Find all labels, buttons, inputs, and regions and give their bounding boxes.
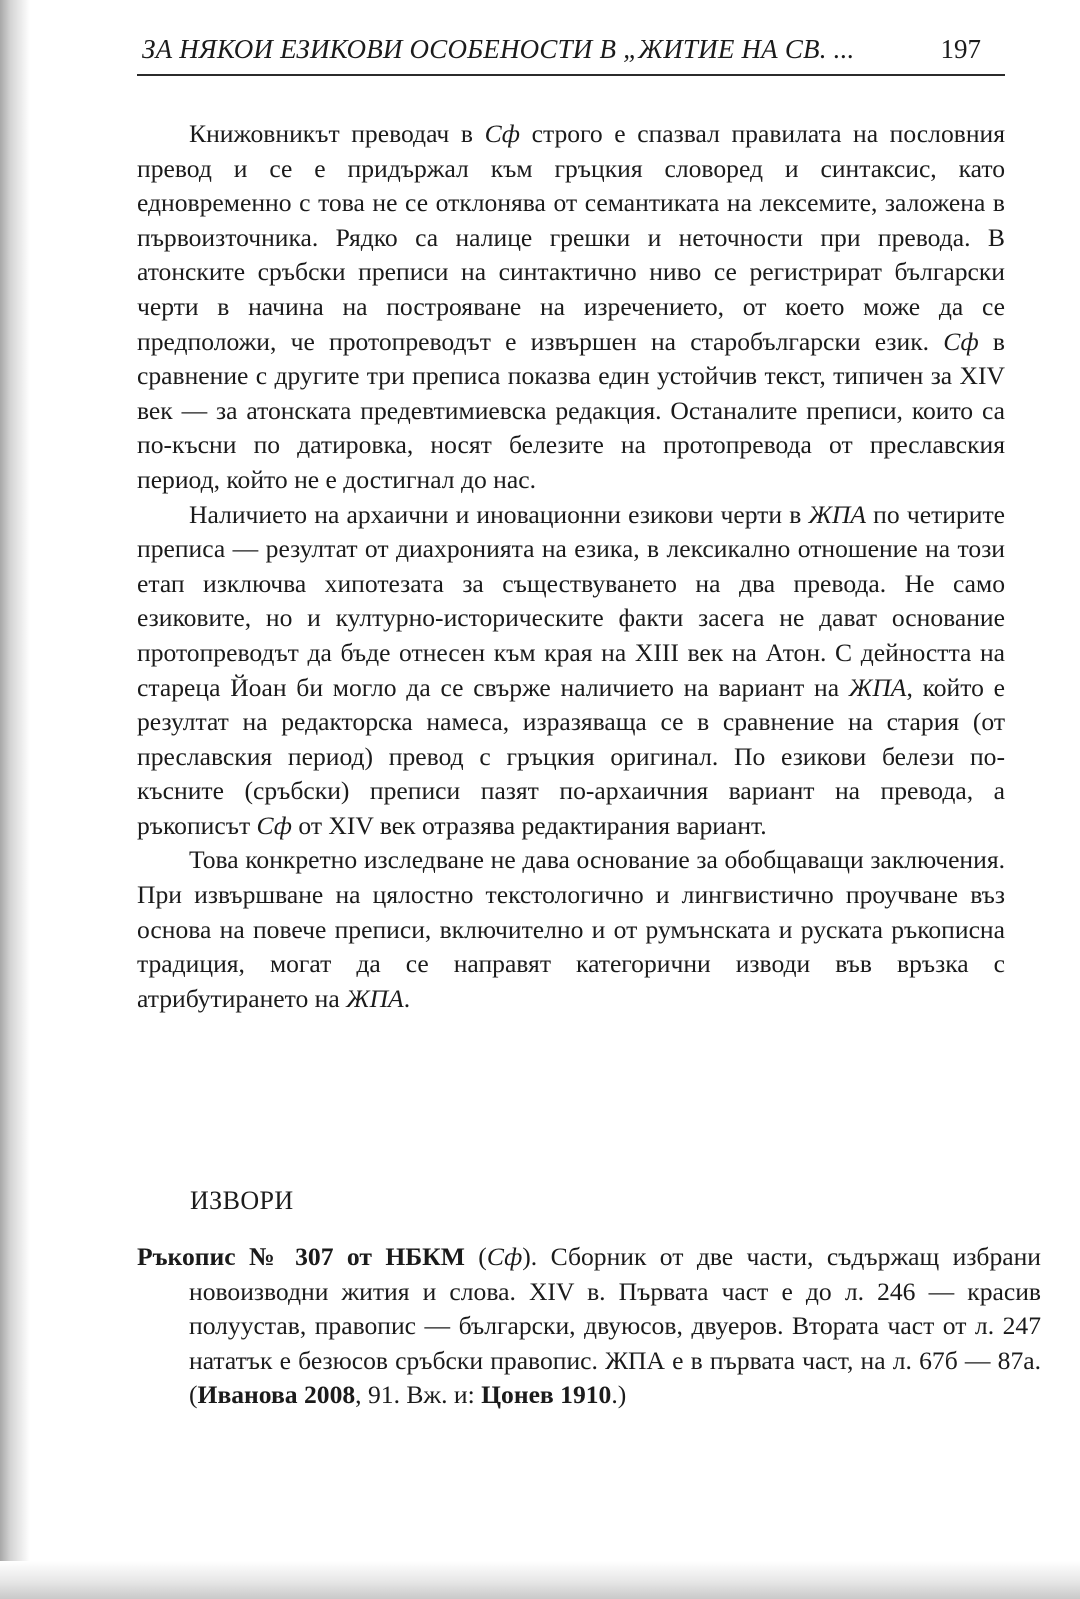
abbr-sf: Сф (486, 1242, 523, 1271)
text-run: ). Сборник от две части, съдържащ избрани новоизводни жития и слова. XIV в. Първата част е до л. 246 — красив полуустав, правопис — български, двуюсов, двуеров. Втората част от л. 247 нататък е безюсов сръбски правопис. ЖПА е в първата част, на л. 67б — 87а. ( (189, 1242, 1041, 1410)
text-run: в сравнение с другите три преписа показва един устойчив текст, типичен за XIV век — за атонската предевтимиевска редакция. Останалите преписи, които са по-късни по датировка, носят белезите на протопревода от преславския период, който не е достигнал до нас. (137, 326, 1005, 494)
text-run: , който е резултат на редакторска намеса, изразяваща се в сравнение на стария (от преславския период) превод с гръцкия оригинал. По езикови белези по-късните (сръбски) преписи пазят по-архаичния вариант на превода, а ръкописът (137, 672, 1005, 840)
running-header (137, 30, 1005, 76)
main-text (137, 117, 1005, 1016)
abbr-zhpa: ЖПА (848, 672, 907, 702)
page-gutter-shadow (0, 0, 30, 1599)
abbr-sf: Сф (256, 810, 292, 840)
sources-heading: ИЗВОРИ (190, 1186, 294, 1215)
running-title: ЗА НЯКОИ ЕЗИКОВИ ОСОБЕНОСТИ В „ЖИТИЕ НА СВ. ... (142, 34, 855, 64)
text-run: , 91. Вж. и: (355, 1380, 482, 1410)
abbr-zhpa: ЖПА (808, 499, 867, 529)
text-run: ( (464, 1242, 487, 1271)
paragraph-3 (137, 843, 1005, 1016)
source-entry (137, 1240, 1041, 1413)
text-run: Това конкретно изследване не дава основание за обобщаващи заключения. При извършване на цялостно текстологично и лингвистично проучване въз основа на повече преписи, включително и от румънската и руската ръкописна традиция, могат да се направят категорични изводи във връзка с атрибутирането на (137, 845, 1005, 1013)
citation-tsonev: Цонев 1910 (481, 1380, 612, 1410)
text-run: Наличието на архаични и иновационни езикови черти в (189, 499, 809, 529)
manuscript-title: Ръкопис № 307 от НБКМ (137, 1242, 465, 1271)
abbr-zhpa: ЖПА (346, 983, 404, 1013)
abbr-sf: Сф (484, 119, 520, 148)
text-run: от XIV век отразява редактирания вариант. (291, 810, 767, 840)
text-run: . (403, 983, 411, 1013)
abbr-sf: Сф (943, 326, 979, 356)
paragraph-1 (137, 117, 1005, 498)
text-run: Книжовникът преводач в (189, 119, 485, 148)
citation-ivanova: Иванова 2008 (197, 1380, 356, 1410)
page-bottom-shadow (0, 1561, 1080, 1599)
paragraph-2 (137, 498, 1005, 844)
page-number: 197 (940, 34, 981, 64)
text-run: строго е спазвал правилата на пословния превод и се е придържал към гръцкия словоред и синтаксис, като едновременно с това не се отклонява от семантиката на лексемите, заложена в първоизточника. Рядко са налице грешки и неточности при превода. В атонските сръбски преписи на синтактично ниво се регистрират български черти в начина на построяване на изречението, от което може да се предположи, че протопреводът е извършен на старобългарски език. (137, 119, 1005, 356)
text-run: по четирите преписа — резултат от диахронията на езика, в лексикално отношение на този етап изключва хипотезата за съществуването на два превода. Не само езиковите, но и културно-историческите факти засега не дават основание протопреводът да бъде отнесен към края на XIII век на Атон. С дейността на стареца Йоан би могло да се свърже наличието на вариант на (137, 499, 1005, 702)
text-run: .) (611, 1380, 627, 1410)
